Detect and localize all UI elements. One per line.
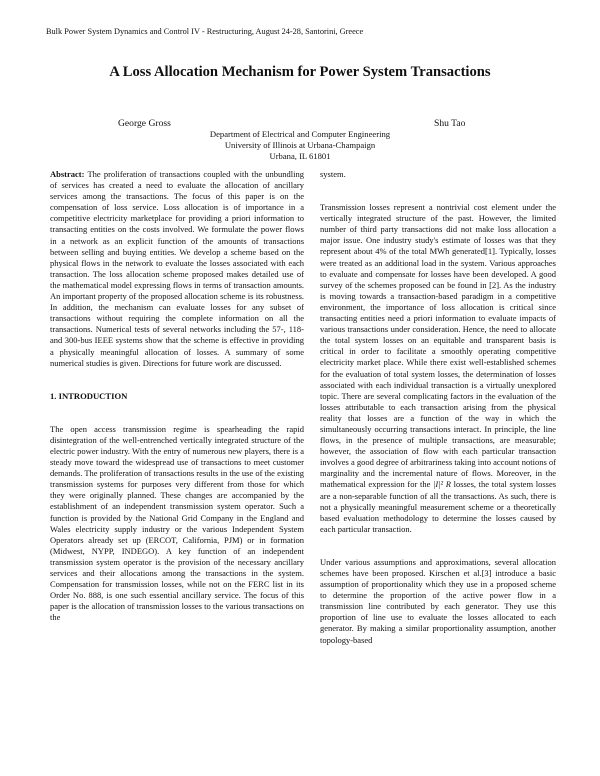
affiliation-department: Department of Electrical and Computer Engineering	[209, 129, 391, 139]
author-1: George Gross	[118, 118, 171, 129]
abstract-text: The proliferation of transactions coupled with the unbundling of services has created a need to evaluate the allocation of ancillary services among the transactions. The focus of this paper is on the compensation of loss service. Loss allocation is of importance in a competitive electricity marketplace for providing a priori information to transacting entities on the costs involved. We formulate the power flows in a network as an explicit function of the amounts of transactions between selling and buying entities. We develop a scheme based on the physical flows in the network to evaluate the losses associated with each transaction. The loss allocation scheme proposed makes detailed use of the mathematical model expressing flows in terms of transaction amounts. An important property of the proposed allocation scheme is its robustness. In addition, the mechanism can evaluate losses for any subset of transactions without requiring the complete information on all the transactions. Numerical tests of several networks including the 57-, 118- and 300-bus IEEE systems show that the scheme is effective in providing a physically meaningful allocation of losses. A summary of some numerical studies is given. Directions for future work are discussed.	[50, 169, 304, 368]
intro-paragraph: The open access transmission regime is spearheading the rapid disintegration of the well-entrenched vertically integrated structure of the electric power industry. With the entry of numerous new players, there is a steady move toward the widespread use of transactions to meet customer demands. The proliferation of transactions results in the use of the existing transmission systems for purposes very different from those for which they were originally planned. These changes are accompanied by the establishment of an independent transmission system operator. Such a function is provided by the National Grid Company in the England and Wales electricity supply industry or the various Independent System Operators already set up (ERCOT, California, PJM) or in formation (Midwest, NYPP, INDEGO). A key function of an independent transmission system operator is the provision of the necessary ancillary services and their allocations among the transactions in the system. Compensation for transmission losses, while not on the FERC list in its Order No. 888, is one such essential ancillary service. The focus of this paper is the allocation of transmission losses to the various transactions on the	[50, 423, 304, 623]
section-heading-introduction: 1. INTRODUCTION	[50, 390, 128, 401]
losses-paragraph	[320, 202, 556, 535]
abstract	[50, 169, 304, 369]
left-column	[50, 169, 304, 623]
formula-lead: in the mathematical expression for the	[320, 468, 557, 490]
continuation-text: system.	[320, 169, 346, 179]
running-header: Bulk Power System Dynamics and Control IV - Restructuring, August 24-28, Santorini, Greece	[46, 27, 364, 36]
loss-formula: |I|² R	[433, 479, 451, 490]
losses-paragraph-text-cont: total system losses are a non-separable function of all the transactions. As such, there is not a physically meaningful measurement scheme or a theoretically based evaluation methodology to determine the losses caused by each particular transaction.	[320, 479, 557, 534]
abstract-label: Abstract:	[50, 169, 85, 179]
right-column	[320, 169, 556, 646]
formula-tail: losses, the	[453, 479, 490, 490]
affiliation-city: Urbana, IL 61801	[269, 151, 331, 161]
author-2: Shu Tao	[434, 118, 466, 129]
losses-paragraph-text: Transmission losses represent a nontrivial cost element under the vertically integrated structure of the past. However, the limited number of third party transactions did not make loss allocation a major issue. One industry study's estimate of losses was that they represent about 4% of the total MWh generated[1]. Typically, losses were treated as an additional load in the system. Various approaches to evaluate and compensate for losses have been developed. A good survey of the schemes proposed can be found in [2]. As the industry is moving towards a transaction-based paradigm in a competitive environment, the importance of loss allocation is critical since transacting entities need a priori information to evaluate impacts of various transactions under consideration. Hence, the need to allocate the total system losses on an equitable and transparent basis is critical in order to facilitate a smoothly operating competitive electricity market place. While there exist well-established schemes for the evaluation of total system losses, the determination of losses associated with each individual transaction is a virtually unexplored topic. There are several complicating factors in the evaluation of the losses attributable to each transaction arising from the physical reality that losses are a function of the way in which the simultaneously occurring transactions interact. In principle, the line flows, in the presence of multiple transactions, are measurable; however, the association of flow with each particular transaction involves a good degree of arbitrariness taking into account notions of marginality and the incremental nature of flows. Moreover,	[320, 202, 556, 479]
allocation-schemes-paragraph: Under various assumptions and approximations, several allocation schemes have been proposed. Kirschen et al.[3] introduce a basic assumption of proportionality which they use in a proposed scheme to determine the proportion of the active power flow in a transmission line contributed by each generator. They use this proportion of line use to evaluate the losses allocated to each generator. By making a similar proportionality assumption, another topology-based	[320, 556, 556, 645]
affiliation-university: University of Illinois at Urbana-Champaign	[224, 140, 376, 150]
paper-title: A Loss Allocation Mechanism for Power System Transactions	[109, 64, 491, 80]
